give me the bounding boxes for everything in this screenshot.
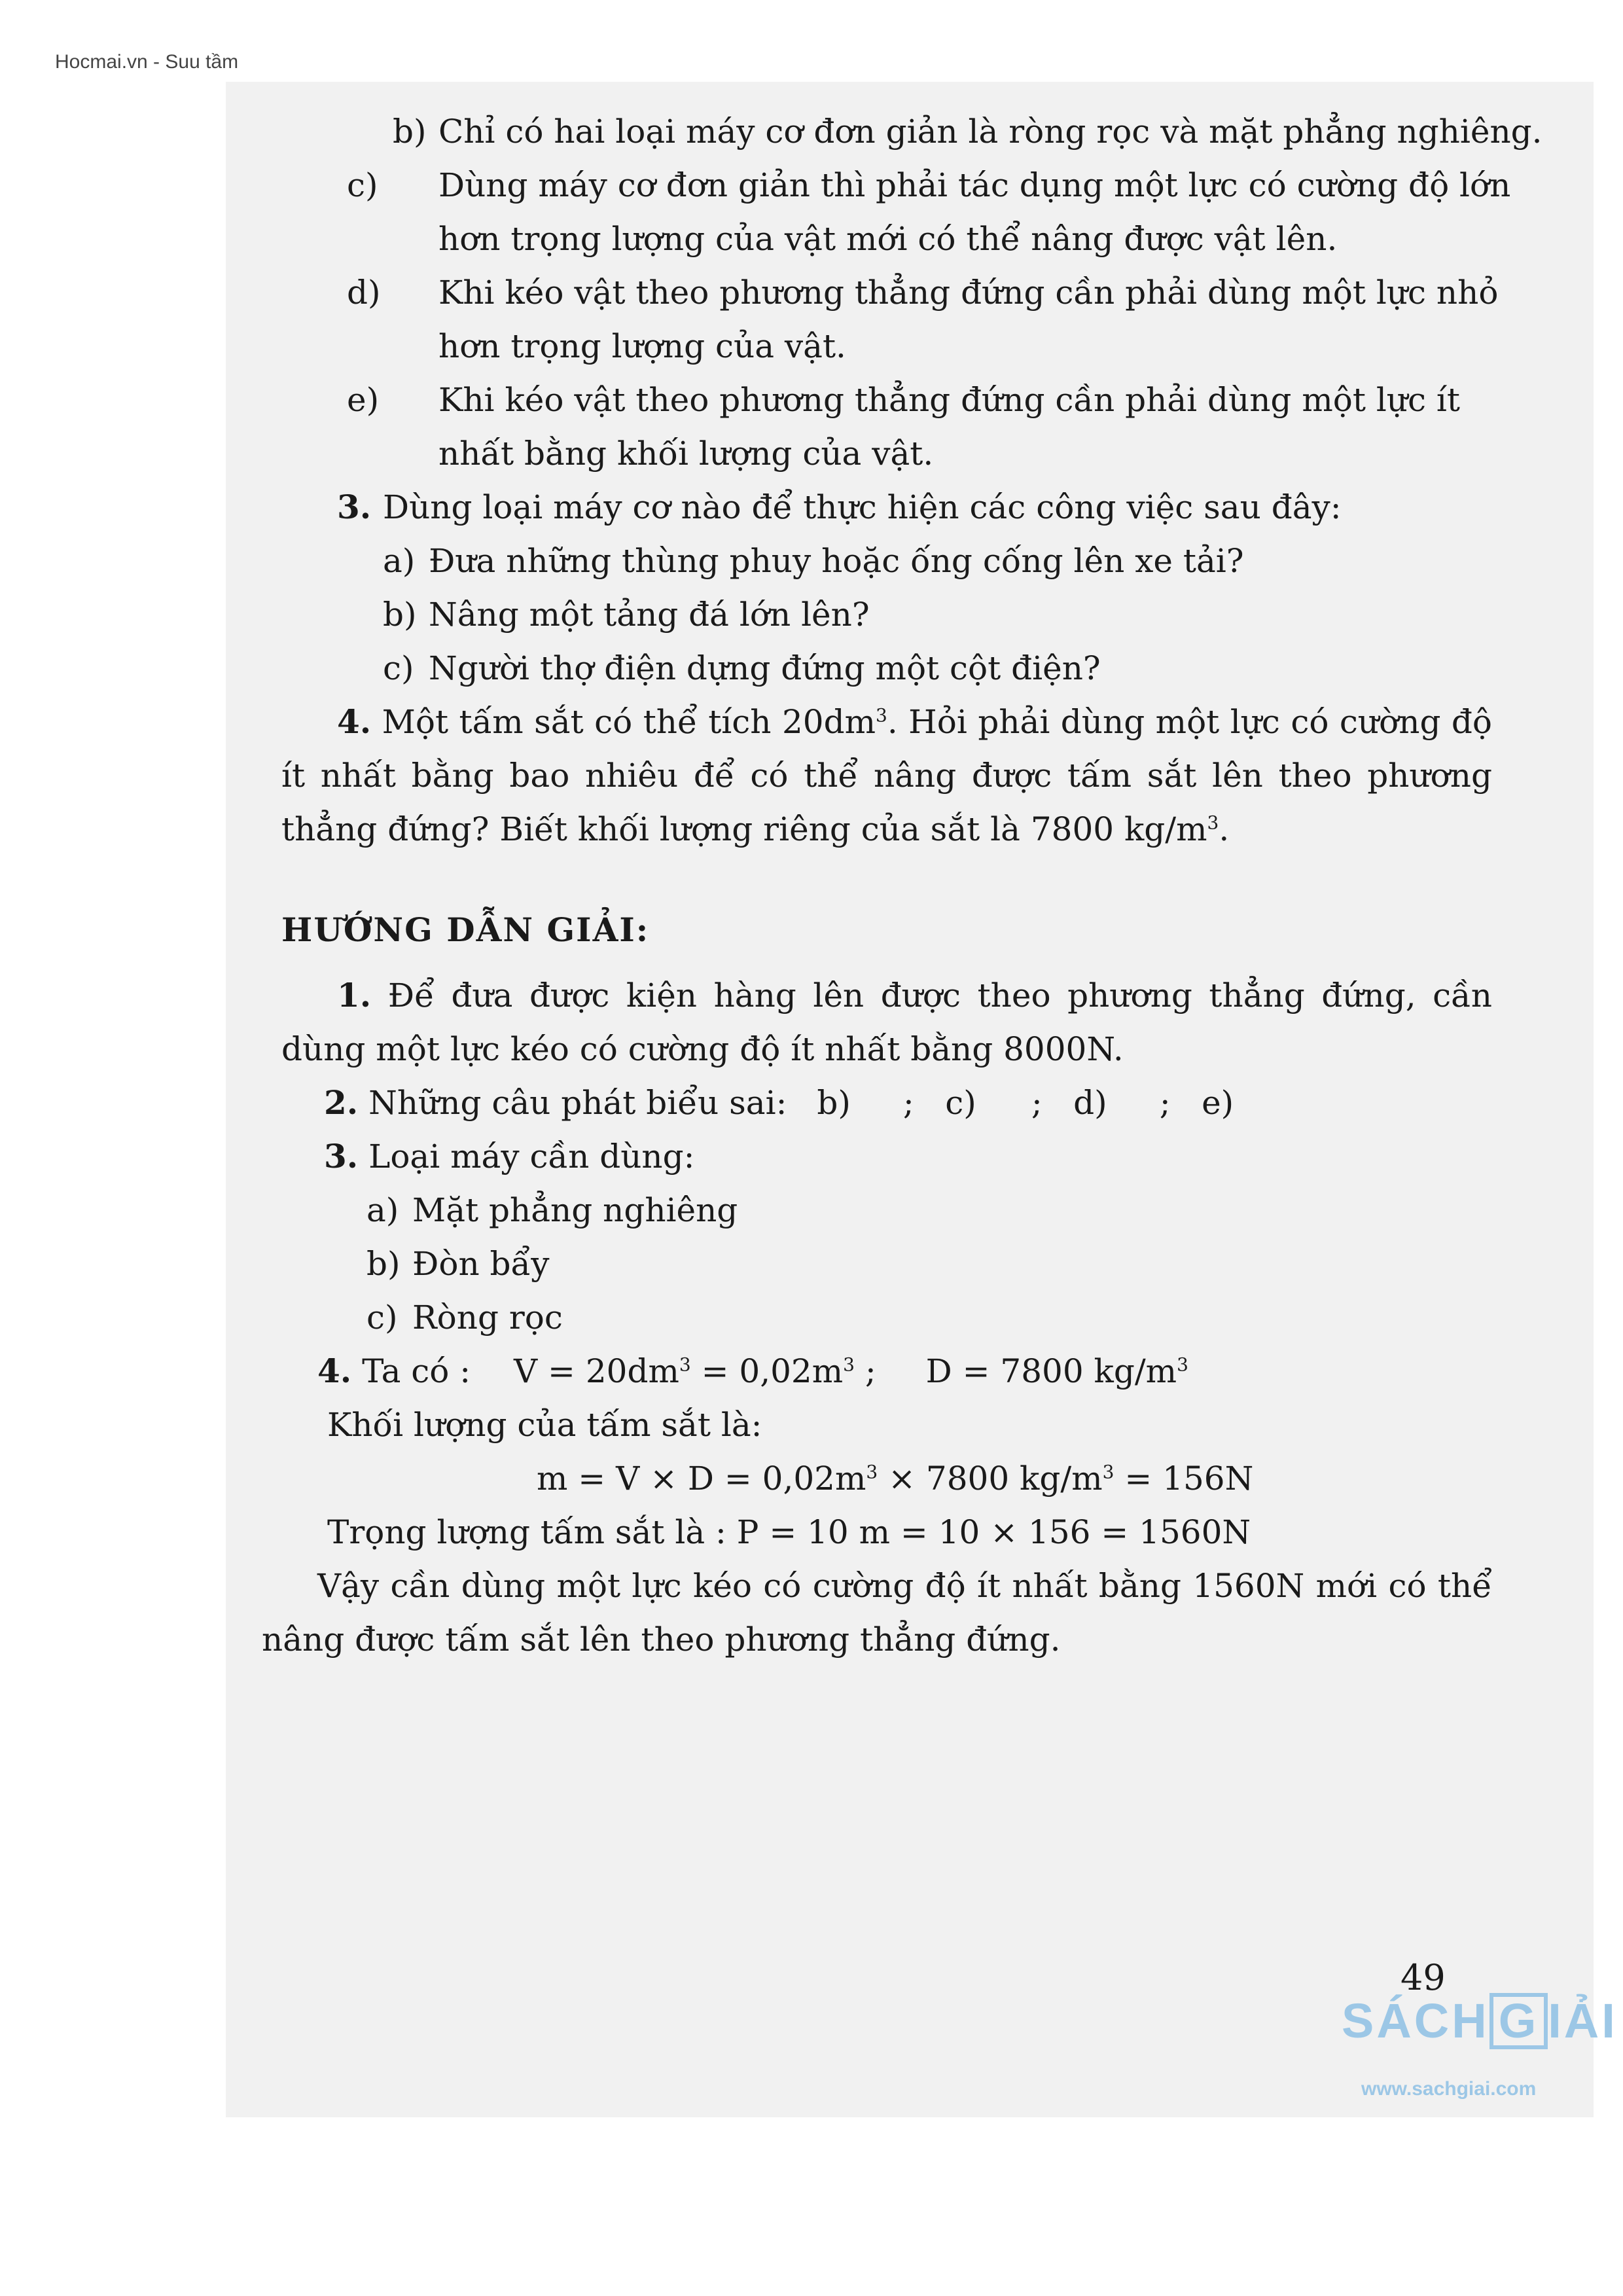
answer-4-given: 4. Ta có : $V = 20dm^3 = 0,02m^3$ ; D = 7800 $kg/m^3$ [317, 1352, 1188, 1390]
answer-3-item-a: a) Mặt phẳng nghiêng [366, 1191, 738, 1229]
q3-item-c: c) Người thợ điện dựng đứng một cột điện? [383, 649, 1101, 687]
q2-item-d: d) Khi kéo vật theo phương thẳng đứng cần phải dùng một lực nhỏ hơn trọng lượng của vật. [347, 274, 1499, 365]
page-number: 49 [1400, 1957, 1446, 1998]
q2-item-e: e) Khi kéo vật theo phương thẳng đứng cần phải dùng một lực ít nhất bằng khối lượng của vật. [347, 381, 1461, 473]
answer-3: 3. Loại máy cần dùng: [324, 1137, 695, 1175]
source-label: Hocmai.vn - Suu tầm [55, 51, 239, 73]
answer-2: 2. Những câu phát biểu sai: b) ; c) ; d) ; e) [324, 1083, 1234, 1122]
sachgiai-url: www.sachgiai.com [1361, 2078, 1537, 2100]
answer-4-weight: Trọng lượng tấm sắt là : P = 10 m = 10 × 156 = 1560N [327, 1513, 1251, 1551]
solution-heading: HƯỚNG DẪN GIẢI: [281, 910, 650, 949]
answer-4-mass-formula: $m = V \times D = 0,02m^3 \times 7800$ $kg/m^3 = 156N$ [537, 1460, 1254, 1498]
answer-3-item-b: b) Đòn bẩy [366, 1245, 550, 1283]
q2-item-c: c) Dùng máy cơ đơn giản thì phải tác dụng một lực có cường độ lớn hơn trọng lượng của vật mới có thể nâng được vật lên. [347, 166, 1511, 258]
answer-4-mass-label: Khối lượng của tấm sắt là: [327, 1406, 762, 1444]
q2-item-b: b) Chỉ có hai loại máy cơ đơn giản là ròng rọc và mặt phẳng nghiêng. [393, 113, 1543, 151]
question-4: 4. Một tấm sắt có thể tích $20dm^3$. Hỏi phải dùng một lực có cường độ ít nhất bằng bao nhiêu để có thể nâng được tấm sắt lên theo phương thẳng đứng? Biết khối lượng riêng của sắt là 7800 $kg/m^3$. [281, 702, 1493, 848]
answer-4-conclusion: Vậy cần dùng một lực kéo có cường độ ít nhất bằng 1560N mới có thể nâng được tấm sắt lên theo phương thẳng đứng. [262, 1567, 1492, 1659]
sachgiai-logo: SÁCH G IẢI [1342, 1994, 1618, 2048]
question-3: 3. Dùng loại máy cơ nào để thực hiện các công việc sau đây: [337, 488, 1342, 526]
answer-1: 1. Để đưa được kiện hàng lên được theo phương thẳng đứng, cần dùng một lực kéo có cường độ ít nhất bằng 8000N. [281, 976, 1493, 1068]
q3-item-b: b) Nâng một tảng đá lớn lên? [383, 596, 870, 634]
answer-3-item-c: c) Ròng rọc [366, 1299, 563, 1336]
q3-item-a: a) Đưa những thùng phuy hoặc ống cống lên xe tải? [383, 542, 1244, 580]
